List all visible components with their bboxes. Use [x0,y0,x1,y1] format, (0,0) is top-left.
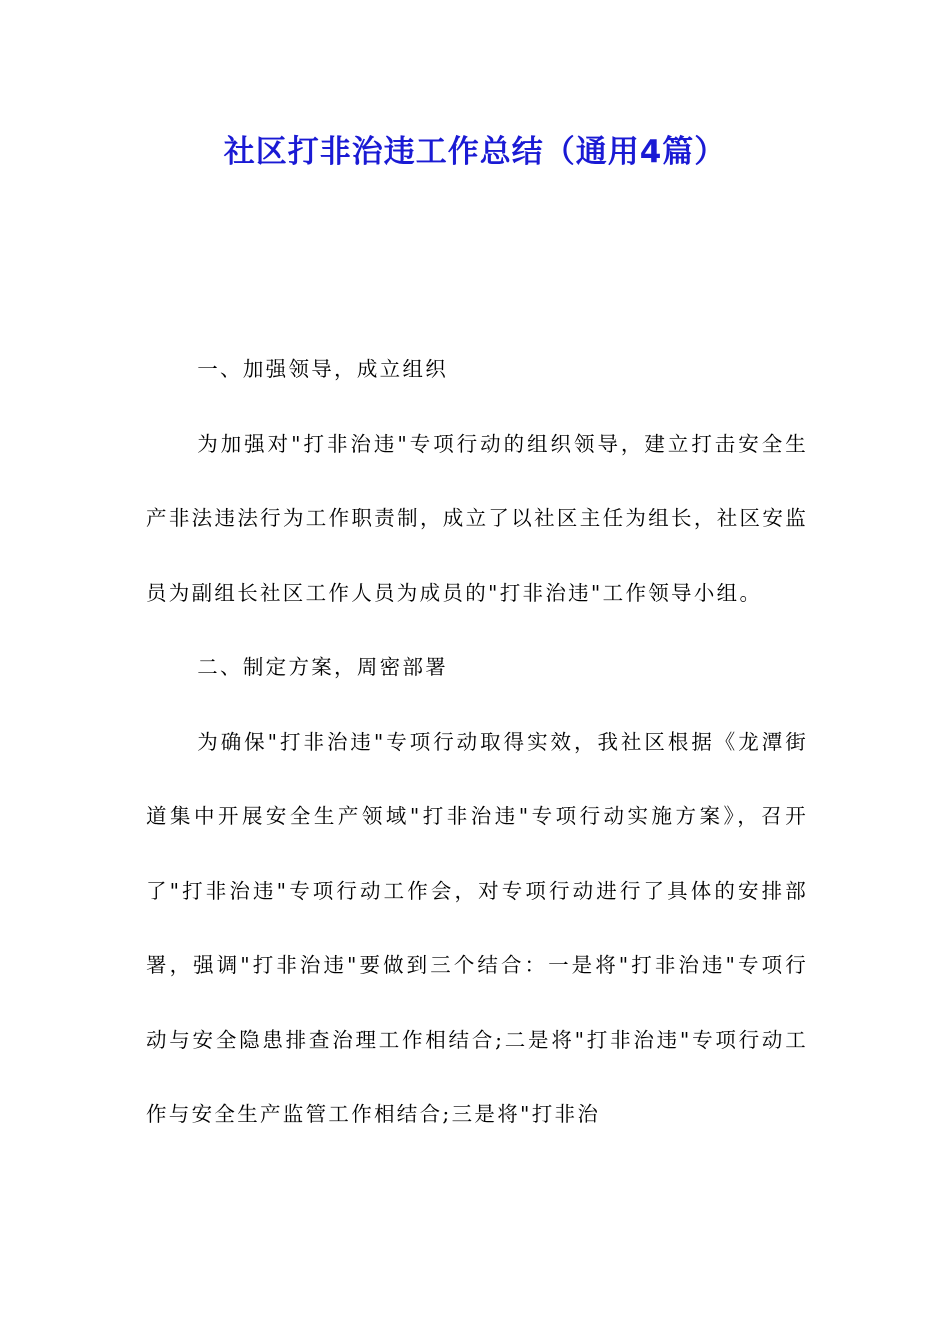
section-heading-2: 二、制定方案，周密部署 [197,655,449,679]
section-paragraph-1: 为加强对"打非治违"专项行动的组织领导，建立打击安全生产非法违法行为工作职责制，成立了以社区主任为组长，社区安监员为副组长社区工作人员为成员的"打非治违"工作领导小组。 [146,431,808,605]
section-paragraph-2: 为确保"打非治违"专项行动取得实效，我社区根据《龙潭街道集中开展安全生产领域"打非治违"专项行动实施方案》，召开了"打非治违"专项行动工作会，对专项行动进行了具体的安排部署，强调"打非治违"要做到三个结合：一是将"打非治违"专项行动与安全隐患排查治理工作相结合;二是将"打非治违"专项行动工作与安全生产监管工作相结合;三是将"打非治 [146,729,808,1126]
document-title: 社区打非治违工作总结（通用4篇） [223,134,727,170]
document-body [146,332,808,1152]
section-heading-1: 一、加强领导，成立组织 [197,357,449,381]
